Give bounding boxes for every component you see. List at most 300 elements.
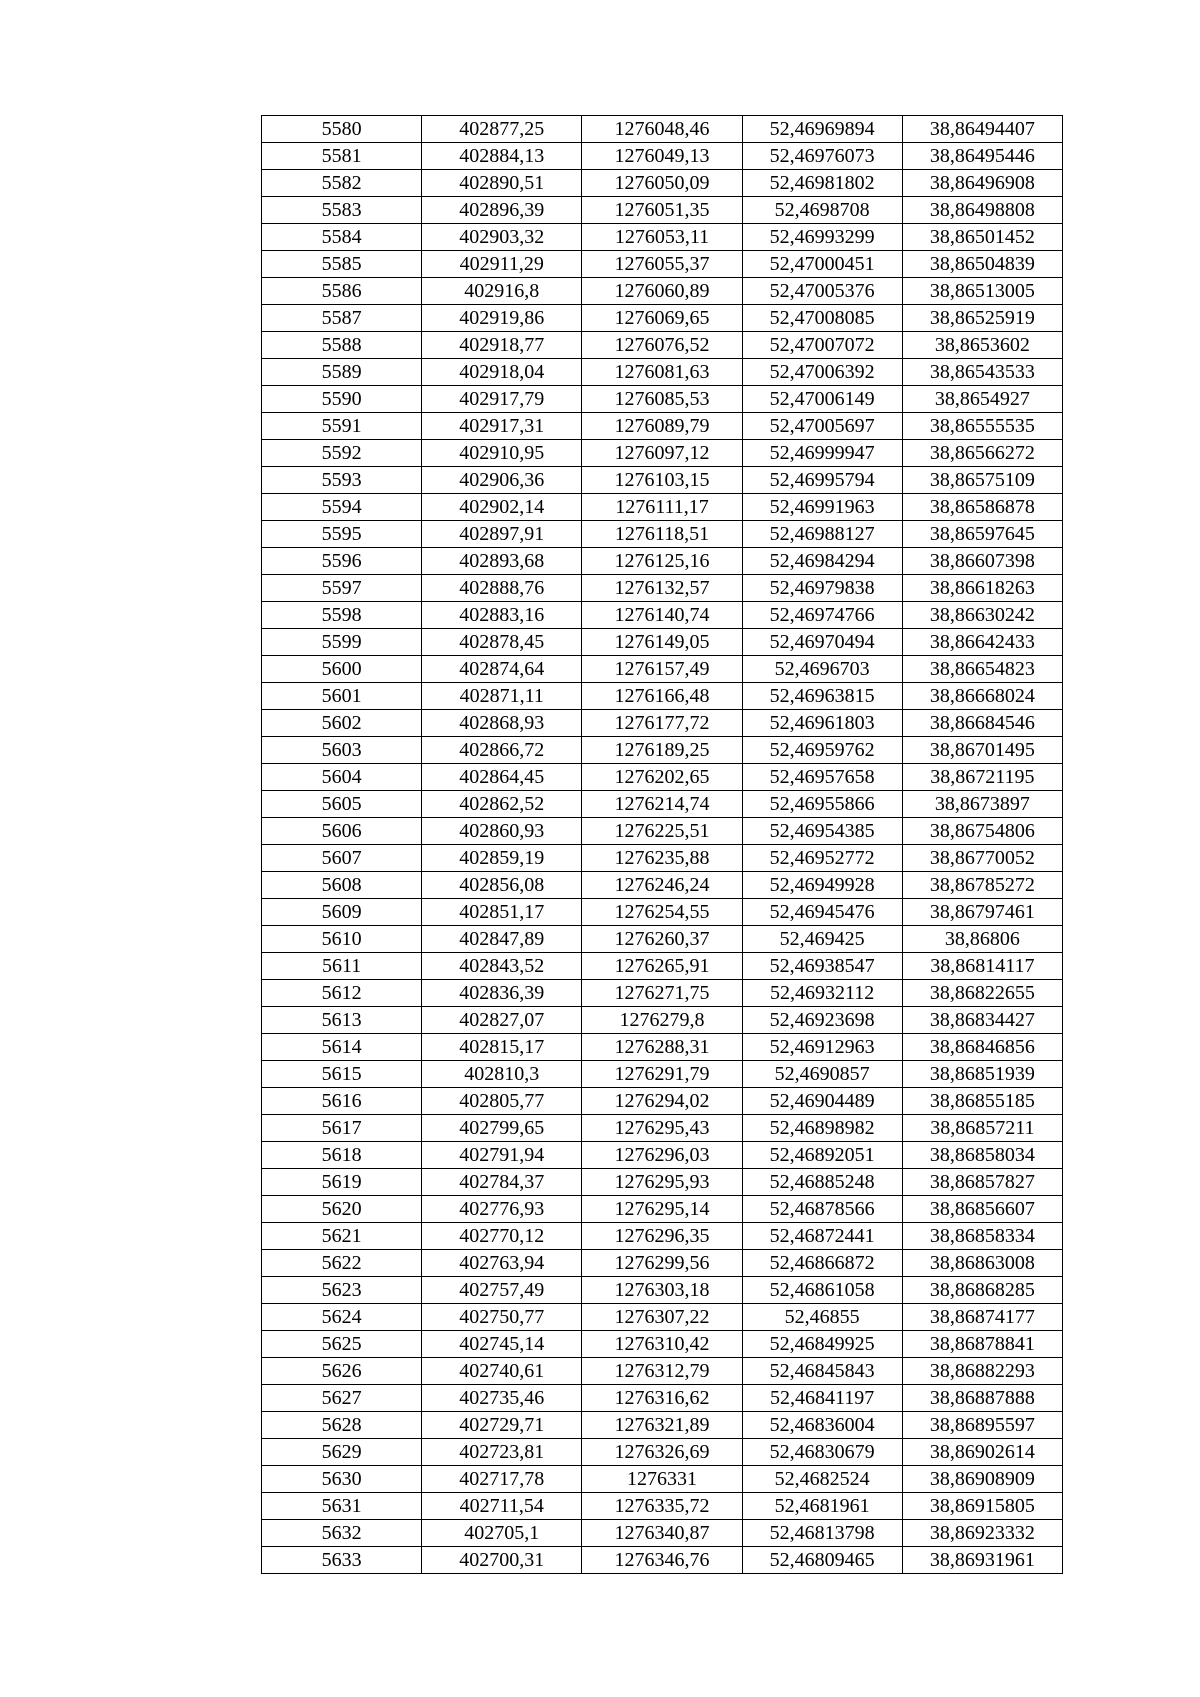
longitude-cell: 38,86586878 [902,494,1062,521]
y-coordinate-cell: 1276214,74 [582,791,742,818]
point-number-cell: 5629 [262,1439,422,1466]
point-number-cell: 5594 [262,494,422,521]
x-coordinate-cell: 402717,78 [422,1466,582,1493]
point-number-cell: 5614 [262,1034,422,1061]
x-coordinate-cell: 402856,08 [422,872,582,899]
longitude-cell: 38,86846856 [902,1034,1062,1061]
table-row [262,467,1063,494]
latitude-cell: 52,46991963 [742,494,902,521]
longitude-cell: 38,86597645 [902,521,1062,548]
latitude-cell: 52,46892051 [742,1142,902,1169]
y-coordinate-cell: 1276294,02 [582,1088,742,1115]
y-coordinate-cell: 1276295,14 [582,1196,742,1223]
longitude-cell: 38,86575109 [902,467,1062,494]
latitude-cell: 52,46938547 [742,953,902,980]
latitude-cell: 52,46993299 [742,224,902,251]
point-number-cell: 5583 [262,197,422,224]
longitude-cell: 38,8654927 [902,386,1062,413]
y-coordinate-cell: 1276265,91 [582,953,742,980]
point-number-cell: 5603 [262,737,422,764]
y-coordinate-cell: 1276260,37 [582,926,742,953]
latitude-cell: 52,469425 [742,926,902,953]
latitude-cell: 52,46984294 [742,548,902,575]
table-row [262,872,1063,899]
x-coordinate-cell: 402917,31 [422,413,582,440]
point-number-cell: 5622 [262,1250,422,1277]
x-coordinate-cell: 402888,76 [422,575,582,602]
x-coordinate-cell: 402810,3 [422,1061,582,1088]
x-coordinate-cell: 402884,13 [422,143,582,170]
point-number-cell: 5610 [262,926,422,953]
longitude-cell: 38,86630242 [902,602,1062,629]
table-row [262,116,1063,143]
y-coordinate-cell: 1276316,62 [582,1385,742,1412]
table-row [262,683,1063,710]
y-coordinate-cell: 1276303,18 [582,1277,742,1304]
table-row [262,1277,1063,1304]
x-coordinate-cell: 402770,12 [422,1223,582,1250]
table-row [262,1358,1063,1385]
latitude-cell: 52,46976073 [742,143,902,170]
x-coordinate-cell: 402700,31 [422,1547,582,1574]
latitude-cell: 52,46923698 [742,1007,902,1034]
table-row [262,143,1063,170]
y-coordinate-cell: 1276346,76 [582,1547,742,1574]
latitude-cell: 52,47005697 [742,413,902,440]
table-row [262,197,1063,224]
point-number-cell: 5628 [262,1412,422,1439]
point-number-cell: 5618 [262,1142,422,1169]
latitude-cell: 52,46974766 [742,602,902,629]
longitude-cell: 38,86855185 [902,1088,1062,1115]
x-coordinate-cell: 402896,39 [422,197,582,224]
y-coordinate-cell: 1276069,65 [582,305,742,332]
y-coordinate-cell: 1276307,22 [582,1304,742,1331]
y-coordinate-cell: 1276295,93 [582,1169,742,1196]
point-number-cell: 5585 [262,251,422,278]
x-coordinate-cell: 402910,95 [422,440,582,467]
y-coordinate-cell: 1276118,51 [582,521,742,548]
table-row [262,791,1063,818]
longitude-cell: 38,86915805 [902,1493,1062,1520]
latitude-cell: 52,46809465 [742,1547,902,1574]
longitude-cell: 38,86857827 [902,1169,1062,1196]
x-coordinate-cell: 402815,17 [422,1034,582,1061]
longitude-cell: 38,86822655 [902,980,1062,1007]
x-coordinate-cell: 402859,19 [422,845,582,872]
longitude-cell: 38,86806 [902,926,1062,953]
point-number-cell: 5619 [262,1169,422,1196]
y-coordinate-cell: 1276291,79 [582,1061,742,1088]
y-coordinate-cell: 1276310,42 [582,1331,742,1358]
longitude-cell: 38,86566272 [902,440,1062,467]
point-number-cell: 5597 [262,575,422,602]
y-coordinate-cell: 1276132,57 [582,575,742,602]
longitude-cell: 38,86504839 [902,251,1062,278]
longitude-cell: 38,86931961 [902,1547,1062,1574]
latitude-cell: 52,4681961 [742,1493,902,1520]
table-row [262,1007,1063,1034]
longitude-cell: 38,86887888 [902,1385,1062,1412]
y-coordinate-cell: 1276254,55 [582,899,742,926]
longitude-cell: 38,86868285 [902,1277,1062,1304]
latitude-cell: 52,46866872 [742,1250,902,1277]
table-row [262,1547,1063,1574]
latitude-cell: 52,46912963 [742,1034,902,1061]
y-coordinate-cell: 1276089,79 [582,413,742,440]
point-number-cell: 5612 [262,980,422,1007]
longitude-cell: 38,86684546 [902,710,1062,737]
latitude-cell: 52,46898982 [742,1115,902,1142]
point-number-cell: 5581 [262,143,422,170]
longitude-cell: 38,86785272 [902,872,1062,899]
y-coordinate-cell: 1276125,16 [582,548,742,575]
table-row [262,413,1063,440]
longitude-cell: 38,86525919 [902,305,1062,332]
y-coordinate-cell: 1276103,15 [582,467,742,494]
table-row [262,1439,1063,1466]
coordinate-table [261,115,1063,1574]
x-coordinate-cell: 402836,39 [422,980,582,1007]
point-number-cell: 5608 [262,872,422,899]
point-number-cell: 5615 [262,1061,422,1088]
x-coordinate-cell: 402918,77 [422,332,582,359]
table-row [262,710,1063,737]
table-row [262,1466,1063,1493]
table-row [262,251,1063,278]
point-number-cell: 5605 [262,791,422,818]
latitude-cell: 52,4698708 [742,197,902,224]
longitude-cell: 38,86856607 [902,1196,1062,1223]
longitude-cell: 38,86863008 [902,1250,1062,1277]
x-coordinate-cell: 402862,52 [422,791,582,818]
point-number-cell: 5604 [262,764,422,791]
x-coordinate-cell: 402883,16 [422,602,582,629]
x-coordinate-cell: 402866,72 [422,737,582,764]
table-row [262,1196,1063,1223]
latitude-cell: 52,46970494 [742,629,902,656]
y-coordinate-cell: 1276235,88 [582,845,742,872]
longitude-cell: 38,86895597 [902,1412,1062,1439]
point-number-cell: 5600 [262,656,422,683]
table-row [262,1223,1063,1250]
table-row [262,1331,1063,1358]
longitude-cell: 38,86721195 [902,764,1062,791]
y-coordinate-cell: 1276166,48 [582,683,742,710]
table-row [262,521,1063,548]
latitude-cell: 52,46845843 [742,1358,902,1385]
longitude-cell: 38,86908909 [902,1466,1062,1493]
x-coordinate-cell: 402705,1 [422,1520,582,1547]
y-coordinate-cell: 1276296,03 [582,1142,742,1169]
x-coordinate-cell: 402791,94 [422,1142,582,1169]
point-number-cell: 5591 [262,413,422,440]
point-number-cell: 5627 [262,1385,422,1412]
longitude-cell: 38,86874177 [902,1304,1062,1331]
point-number-cell: 5617 [262,1115,422,1142]
latitude-cell: 52,47007072 [742,332,902,359]
point-number-cell: 5593 [262,467,422,494]
table-row [262,440,1063,467]
x-coordinate-cell: 402750,77 [422,1304,582,1331]
table-row [262,656,1063,683]
point-number-cell: 5587 [262,305,422,332]
y-coordinate-cell: 1276053,11 [582,224,742,251]
table-row [262,332,1063,359]
latitude-cell: 52,46999947 [742,440,902,467]
x-coordinate-cell: 402868,93 [422,710,582,737]
y-coordinate-cell: 1276177,72 [582,710,742,737]
y-coordinate-cell: 1276140,74 [582,602,742,629]
x-coordinate-cell: 402711,54 [422,1493,582,1520]
latitude-cell: 52,46981802 [742,170,902,197]
longitude-cell: 38,86543533 [902,359,1062,386]
point-number-cell: 5625 [262,1331,422,1358]
x-coordinate-cell: 402919,86 [422,305,582,332]
longitude-cell: 38,86814117 [902,953,1062,980]
table-row [262,575,1063,602]
point-number-cell: 5601 [262,683,422,710]
y-coordinate-cell: 1276288,31 [582,1034,742,1061]
x-coordinate-cell: 402874,64 [422,656,582,683]
longitude-cell: 38,86498808 [902,197,1062,224]
point-number-cell: 5595 [262,521,422,548]
x-coordinate-cell: 402916,8 [422,278,582,305]
x-coordinate-cell: 402878,45 [422,629,582,656]
x-coordinate-cell: 402740,61 [422,1358,582,1385]
longitude-cell: 38,86857211 [902,1115,1062,1142]
y-coordinate-cell: 1276225,51 [582,818,742,845]
x-coordinate-cell: 402877,25 [422,116,582,143]
y-coordinate-cell: 1276321,89 [582,1412,742,1439]
y-coordinate-cell: 1276097,12 [582,440,742,467]
table-row [262,980,1063,1007]
latitude-cell: 52,47005376 [742,278,902,305]
point-number-cell: 5592 [262,440,422,467]
longitude-cell: 38,86513005 [902,278,1062,305]
y-coordinate-cell: 1276149,05 [582,629,742,656]
y-coordinate-cell: 1276312,79 [582,1358,742,1385]
point-number-cell: 5584 [262,224,422,251]
latitude-cell: 52,46952772 [742,845,902,872]
x-coordinate-cell: 402776,93 [422,1196,582,1223]
point-number-cell: 5632 [262,1520,422,1547]
longitude-cell: 38,86770052 [902,845,1062,872]
x-coordinate-cell: 402851,17 [422,899,582,926]
x-coordinate-cell: 402827,07 [422,1007,582,1034]
x-coordinate-cell: 402847,89 [422,926,582,953]
latitude-cell: 52,46836004 [742,1412,902,1439]
latitude-cell: 52,46855 [742,1304,902,1331]
latitude-cell: 52,46995794 [742,467,902,494]
x-coordinate-cell: 402843,52 [422,953,582,980]
latitude-cell: 52,46988127 [742,521,902,548]
latitude-cell: 52,47008085 [742,305,902,332]
longitude-cell: 38,86923332 [902,1520,1062,1547]
y-coordinate-cell: 1276331 [582,1466,742,1493]
point-number-cell: 5620 [262,1196,422,1223]
longitude-cell: 38,86882293 [902,1358,1062,1385]
y-coordinate-cell: 1276049,13 [582,143,742,170]
point-number-cell: 5616 [262,1088,422,1115]
table-row [262,1412,1063,1439]
y-coordinate-cell: 1276048,46 [582,116,742,143]
table-row [262,305,1063,332]
longitude-cell: 38,86668024 [902,683,1062,710]
table-row [262,953,1063,980]
y-coordinate-cell: 1276189,25 [582,737,742,764]
point-number-cell: 5588 [262,332,422,359]
latitude-cell: 52,46885248 [742,1169,902,1196]
point-number-cell: 5631 [262,1493,422,1520]
x-coordinate-cell: 402805,77 [422,1088,582,1115]
x-coordinate-cell: 402917,79 [422,386,582,413]
latitude-cell: 52,46969894 [742,116,902,143]
y-coordinate-cell: 1276271,75 [582,980,742,1007]
y-coordinate-cell: 1276085,53 [582,386,742,413]
x-coordinate-cell: 402757,49 [422,1277,582,1304]
latitude-cell: 52,47006392 [742,359,902,386]
point-number-cell: 5609 [262,899,422,926]
table-row [262,359,1063,386]
x-coordinate-cell: 402918,04 [422,359,582,386]
y-coordinate-cell: 1276246,24 [582,872,742,899]
point-number-cell: 5582 [262,170,422,197]
point-number-cell: 5630 [262,1466,422,1493]
y-coordinate-cell: 1276076,52 [582,332,742,359]
table-row [262,1304,1063,1331]
longitude-cell: 38,86834427 [902,1007,1062,1034]
table-row [262,926,1063,953]
table-row [262,602,1063,629]
latitude-cell: 52,46841197 [742,1385,902,1412]
point-number-cell: 5611 [262,953,422,980]
y-coordinate-cell: 1276279,8 [582,1007,742,1034]
latitude-cell: 52,4682524 [742,1466,902,1493]
latitude-cell: 52,46904489 [742,1088,902,1115]
longitude-cell: 38,86642433 [902,629,1062,656]
x-coordinate-cell: 402723,81 [422,1439,582,1466]
longitude-cell: 38,86607398 [902,548,1062,575]
latitude-cell: 52,46959762 [742,737,902,764]
longitude-cell: 38,86797461 [902,899,1062,926]
x-coordinate-cell: 402902,14 [422,494,582,521]
y-coordinate-cell: 1276050,09 [582,170,742,197]
longitude-cell: 38,86902614 [902,1439,1062,1466]
point-number-cell: 5613 [262,1007,422,1034]
coordinate-table-body [262,116,1063,1574]
latitude-cell: 52,46830679 [742,1439,902,1466]
longitude-cell: 38,86501452 [902,224,1062,251]
x-coordinate-cell: 402799,65 [422,1115,582,1142]
point-number-cell: 5607 [262,845,422,872]
table-row [262,548,1063,575]
latitude-cell: 52,46957658 [742,764,902,791]
latitude-cell: 52,46963815 [742,683,902,710]
y-coordinate-cell: 1276335,72 [582,1493,742,1520]
longitude-cell: 38,8653602 [902,332,1062,359]
table-row [262,629,1063,656]
longitude-cell: 38,86701495 [902,737,1062,764]
latitude-cell: 52,46961803 [742,710,902,737]
point-number-cell: 5598 [262,602,422,629]
longitude-cell: 38,86618263 [902,575,1062,602]
table-row [262,1088,1063,1115]
y-coordinate-cell: 1276157,49 [582,656,742,683]
point-number-cell: 5633 [262,1547,422,1574]
y-coordinate-cell: 1276299,56 [582,1250,742,1277]
point-number-cell: 5599 [262,629,422,656]
table-row [262,1142,1063,1169]
x-coordinate-cell: 402763,94 [422,1250,582,1277]
table-row [262,386,1063,413]
latitude-cell: 52,46861058 [742,1277,902,1304]
x-coordinate-cell: 402745,14 [422,1331,582,1358]
point-number-cell: 5586 [262,278,422,305]
longitude-cell: 38,86754806 [902,818,1062,845]
table-row [262,1034,1063,1061]
x-coordinate-cell: 402911,29 [422,251,582,278]
x-coordinate-cell: 402893,68 [422,548,582,575]
x-coordinate-cell: 402890,51 [422,170,582,197]
point-number-cell: 5606 [262,818,422,845]
point-number-cell: 5589 [262,359,422,386]
point-number-cell: 5580 [262,116,422,143]
y-coordinate-cell: 1276295,43 [582,1115,742,1142]
x-coordinate-cell: 402906,36 [422,467,582,494]
longitude-cell: 38,86878841 [902,1331,1062,1358]
latitude-cell: 52,46932112 [742,980,902,1007]
table-row [262,1250,1063,1277]
latitude-cell: 52,4696703 [742,656,902,683]
latitude-cell: 52,46872441 [742,1223,902,1250]
y-coordinate-cell: 1276055,37 [582,251,742,278]
x-coordinate-cell: 402903,32 [422,224,582,251]
latitude-cell: 52,46954385 [742,818,902,845]
y-coordinate-cell: 1276340,87 [582,1520,742,1547]
point-number-cell: 5623 [262,1277,422,1304]
latitude-cell: 52,4690857 [742,1061,902,1088]
table-row [262,278,1063,305]
latitude-cell: 52,46849925 [742,1331,902,1358]
table-row [262,818,1063,845]
x-coordinate-cell: 402871,11 [422,683,582,710]
latitude-cell: 52,46979838 [742,575,902,602]
longitude-cell: 38,86555535 [902,413,1062,440]
y-coordinate-cell: 1276081,63 [582,359,742,386]
latitude-cell: 52,46878566 [742,1196,902,1223]
latitude-cell: 52,46949928 [742,872,902,899]
y-coordinate-cell: 1276296,35 [582,1223,742,1250]
x-coordinate-cell: 402729,71 [422,1412,582,1439]
table-row [262,737,1063,764]
longitude-cell: 38,86858334 [902,1223,1062,1250]
x-coordinate-cell: 402735,46 [422,1385,582,1412]
longitude-cell: 38,86858034 [902,1142,1062,1169]
latitude-cell: 52,46955866 [742,791,902,818]
longitude-cell: 38,86496908 [902,170,1062,197]
table-row [262,494,1063,521]
y-coordinate-cell: 1276060,89 [582,278,742,305]
x-coordinate-cell: 402897,91 [422,521,582,548]
x-coordinate-cell: 402864,45 [422,764,582,791]
table-row [262,1169,1063,1196]
table-row [262,224,1063,251]
longitude-cell: 38,86494407 [902,116,1062,143]
point-number-cell: 5590 [262,386,422,413]
table-row [262,845,1063,872]
table-row [262,1493,1063,1520]
